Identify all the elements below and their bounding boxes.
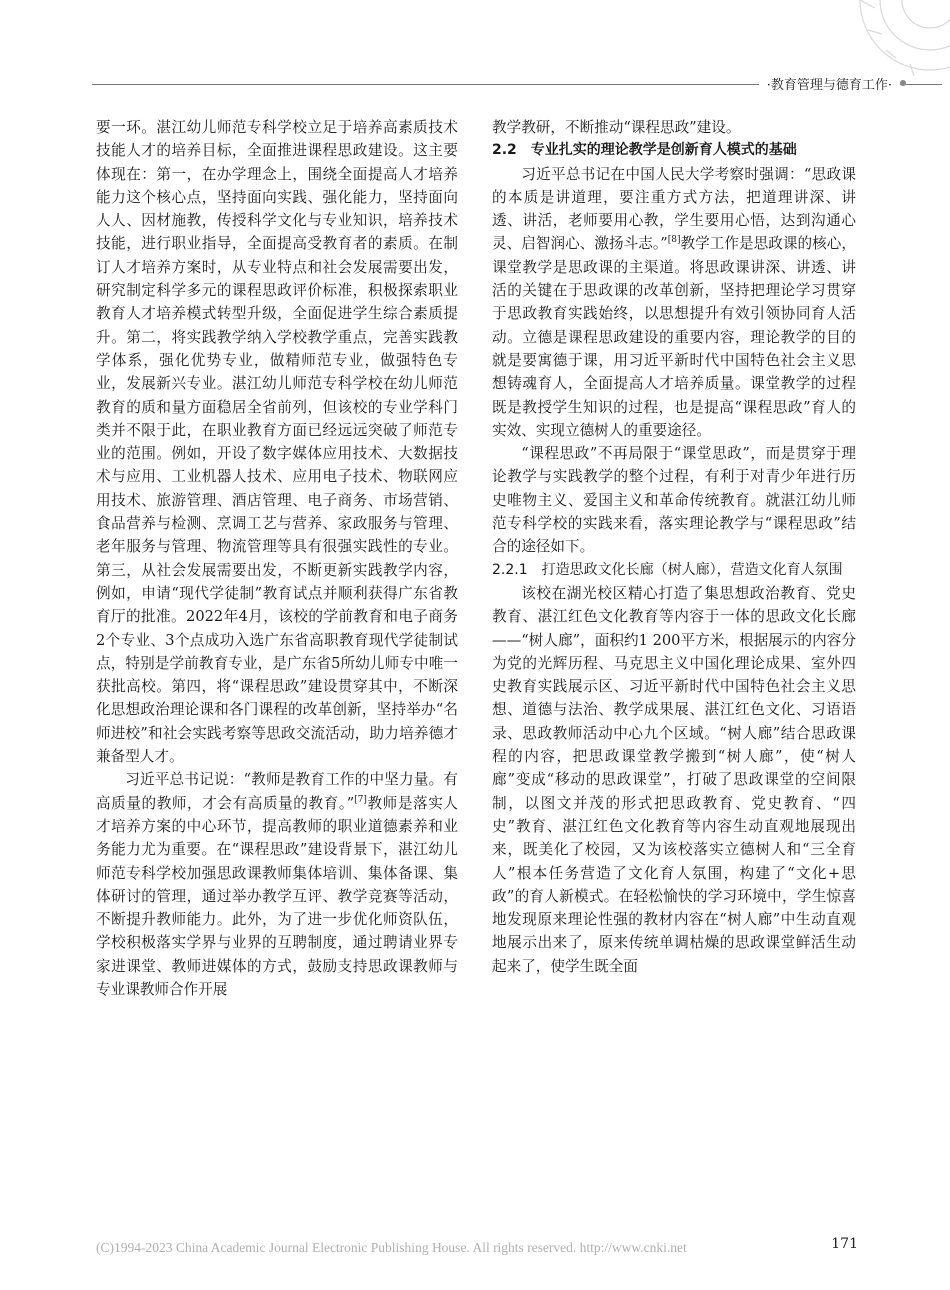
paragraph: 习近平总书记在中国人民大学考察时强调：“思政课的本质是讲道理，要注重方式方法，把道理讲深、讲透、讲活，老师要用心教，学生要用心悟，达到沟通心灵、启智润心、激扬斗志。”[8]教学工作是思政课的核心，课堂教学是思政课的主渠道。将思政课讲深、讲透、讲活的关键在于思政课的改革创新，坚持把理论学习贯穿于思政教育实践始终，以思想提升有效引领协同育人活动。立德是课程思政建设的重要内容，理论教学的目的就是要寓德于课，用习近平新时代中国特色社会主义思想铸魂育人，全面提高人才培养质量。课堂教学的过程既是教授学生知识的过程，也是提高“课程思政”育人的实效、实现立德树人的重要途径。: [492, 165, 856, 439]
copyright-footer: (C)1994-2023 China Academic Journal Electronic Publishing House. All rights reserved. http://www.cnki.net: [96, 1240, 687, 1255]
paragraph: 教学教研，不断推动“课程思政”建设。: [492, 119, 741, 136]
section-heading: 2.2 专业扎实的理论教学是创新育人模式的基础: [492, 142, 797, 159]
page-number: 171: [831, 1236, 858, 1252]
gear-decoration-icon: [780, 0, 950, 80]
paragraph: 要一环。湛江幼儿师范专科学校立足于培养高素质技术技能人才的培养目标，全面推进课程思政建设。这主要体现在：第一，在办学理念上，围绕全面提高人才培养能力这个核心点，坚持面向实践、强化能力，坚持面向人人、因材施教，传授科学文化与专业知识，培养技术技能，进行职业指导，全面提高受教育者的素质。在制订人才培养方案时，从专业特点和社会发展需要出发，研究制定科学多元的课程思政评价标准，积极探索职业教育人才培养模式转型升级，全面促进学生综合素质提升。第二，将实践教学纳入学校教学重点，完善实践教学体系，强化优势专业，做精师范专业，做强特色专业，发展新兴专业。湛江幼儿师范专科学校在幼儿师范教育的质和量方面稳居全省前列，但该校的专业学科门类并不限于此，在职业教育方面已经远远突破了师范专业的范围。例如，开设了数字媒体应用技术、大数据技术与应用、工业机器人技术、应用电子技术、物联网应用技术、旅游管理、酒店管理、电子商务、市场营销、食品营养与检测、烹调工艺与营养、家政服务与管理、老年服务与管理、物流管理等具有很强实践性的专业。第三，从社会发展需要出发，不断更新实践教学内容，例如，申请“现代学徒制”教育试点并顺利获得广东省教育厅的批准。2022年4月，该校的学前教育和电子商务2个专业、3个点成功入选广东省高职教育现代学徒制试点，特别是学前教育专业，是广东省5所幼儿师专中唯一获批高校。第四，将“课程思政”建设贯穿其中，不断深化思想政治理论课和各门课程的改革创新，坚持举办“名师进校”和社会实践考察等思政交流活动，助力培养德才兼备型人才。: [96, 119, 458, 766]
header-dot-icon: [900, 80, 906, 86]
left-column: [96, 116, 458, 1001]
citation: [7]: [354, 794, 367, 805]
subsection-heading: 2.2.1 打造思政文化长廊（树人廊），营造文化育人氛围: [492, 561, 843, 578]
citation: [8]: [667, 235, 681, 246]
paragraph: 该校在湖光校区精心打造了集思想政治教育、党史教育、湛江红色文化教育等内容于一体的思政文化长廊——“树人廊”，面积约1 200平方米，根据展示的内容分为党的光辉历程、马克思主义中国化理论成果、室外四史教育实践展示区、习近平新时代中国特色社会主义思想、道德与法治、教学成果展、湛江红色文化、习语语录、思政教师活动中心九个区域。“树人廊”结合思政课程的内容，把思政课堂教学搬到“树人廊”，使“树人廊”变成“移动的思政课堂”，打破了思政课堂的空间限制，以图文并茂的形式把思政教育、党史教育、“四史”教育、湛江红色文化教育等内容生动直观地展现出来，既美化了校园，又为该校落实立德树人和“三全育人”根本任务营造了文化育人氛围，构建了“文化+思政”的育人新模式。在轻松愉快的学习环境中，学生惊喜地发现原来理论性强的教材内容在“树人廊”中生动直观地展示出来了，原来传统单调枯燥的思政课堂鲜活生动起来了，使学生既全面: [492, 584, 856, 975]
running-header: ·教育管理与德育工作·: [759, 74, 900, 93]
paragraph: 习近平总书记说：“教师是教育工作的中坚力量。有高质量的教师，才会有高质量的教育。”[7]教师是落实人才培养方案的中心环节，提高教师的职业道德素养和业务能力尤为重要。在“课程思政”建设背景下，湛江幼儿师范专科学校加强思政课教师集体培训、集体备课、集体研讨的管理，通过举办教学互评、教学竞赛等活动，不断提升教师能力。此外，为了进一步优化师资队伍，学校积极落实学界与业界的互聘制度，通过聘请业界专家进课堂、教师进媒体的方式，鼓励支持思政课教师与专业课教师合作开展: [96, 771, 458, 998]
paragraph: “课程思政”不再局限于“课堂思政”，而是贯穿于理论教学与实践教学的整个过程，有利于对青少年进行历史唯物主义、爱国主义和革命传统教育。就湛江幼儿师范专科学校的实践来看，落实理论教学与“课程思政”结合的途径如下。: [492, 445, 856, 556]
right-column: [492, 116, 856, 978]
